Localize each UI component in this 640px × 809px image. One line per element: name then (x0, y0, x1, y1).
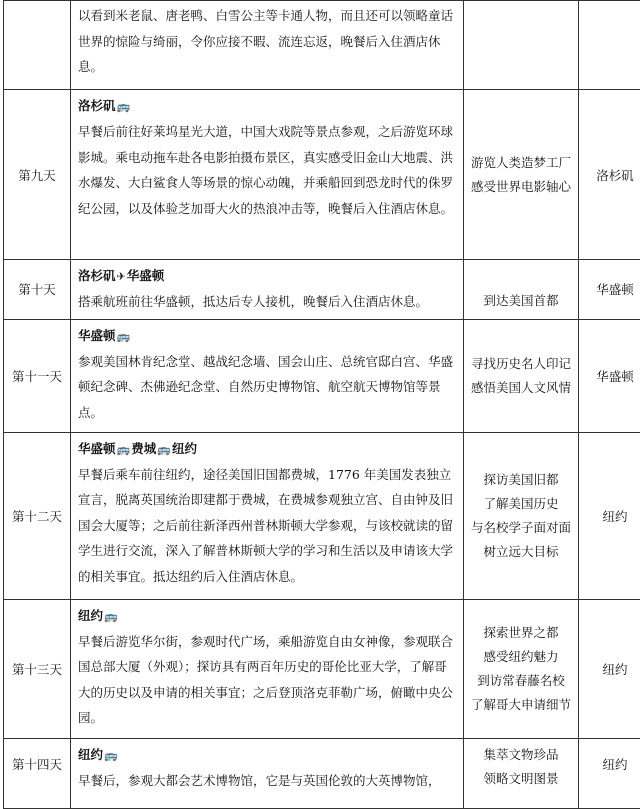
route-stop: 纽约 (78, 747, 103, 762)
route-stop: 纽约 (78, 608, 103, 623)
desc-text: 早餐后前往好莱坞星光大道，中国大戏院等景点参观，之后游览环球影城。乘电动拖车赴各电影拍摄布景区，真实感受旧金山大地震、洪水爆发、大白鲨食人等场景的惊心动魄，并乘船回到恐龙时代的侏罗纪公园，以及体验芝加哥大火的热浪冲击等，晚餐后入住酒店休息。 (78, 119, 458, 221)
table-row (4, 432, 640, 599)
route-stop: 纽约 (172, 441, 197, 456)
table-row (4, 738, 640, 808)
desc-cell (71, 319, 464, 432)
highlight-line: 了解哥大申请细节 (464, 693, 578, 717)
highlight-cell (464, 319, 579, 432)
bus-icon: 🚌 (157, 438, 171, 462)
day-cell: 第十三天 (4, 599, 71, 738)
route-line (78, 743, 458, 768)
desc-cell (71, 260, 464, 320)
highlight-line: 到访常春藤名校 (464, 669, 578, 693)
highlight-line: 树立远大目标 (464, 540, 578, 564)
stay-cell: 洛杉矶 (579, 90, 640, 260)
bus-icon: 🚌 (117, 95, 131, 119)
route-line (78, 324, 458, 349)
highlight-cell (464, 432, 579, 599)
highlight-line: 与名校学子面对面 (464, 516, 578, 540)
bus-icon: 🚌 (104, 744, 118, 768)
day-cell: 第十二天 (4, 432, 71, 599)
desc-cell (71, 90, 464, 260)
route-stop: 华盛顿 (127, 268, 165, 283)
stay-cell: 华盛顿 (579, 260, 640, 320)
desc-text: 早餐后，参观大都会艺术博物馆，它是与英国伦敦的大英博物馆， (78, 768, 458, 794)
table-row (4, 260, 640, 320)
day-cell: 第十一天 (4, 319, 71, 432)
stay-cell: 纽约 (579, 738, 640, 808)
bus-icon: 🚌 (117, 438, 131, 462)
route-line (78, 264, 458, 289)
highlight-line: 了解美国历史 (464, 492, 578, 516)
route-stop: 华盛顿 (78, 328, 116, 343)
desc-text: 早餐后乘车前往纽约，途径美国旧国都费城，1776 年美国发表独立宣言，脱离英国统治即建都于费城，在费城参观独立宫、自由钟及旧国会大厦等；之后前往新泽西州普林斯顿大学参观，与该校就读的留学生进行交流，深入了解普林斯顿大学的学习和生活以及申请该大学的相关事宜。抵达纽约后入住酒店休息。 (78, 462, 458, 590)
stay-cell: 纽约 (579, 432, 640, 599)
highlight-line: 游览人类造梦工厂 (464, 151, 578, 175)
bus-icon: 🚌 (104, 605, 118, 629)
desc-cell (71, 738, 464, 808)
desc-text: 以看到米老鼠、唐老鸭、白雪公主等卡通人物，而且还可以领略童话世界的惊险与绮丽，令你应接不暇、流连忘返，晚餐后入住酒店休息。 (78, 3, 458, 80)
day-cell: 第九天 (4, 90, 71, 260)
itinerary-body (4, 1, 640, 809)
highlight-cell (464, 260, 579, 320)
desc-text: 早餐后游览华尔街，参观时代广场，乘船游览自由女神像，参观联合国总部大厦（外观）；探访具有两百年历史的哥伦比亚大学，了解哥大的历史以及申请的相关事宜；之后登顶洛克菲勒广场，俯瞰中央公园。 (78, 629, 458, 731)
route-line (78, 94, 458, 119)
highlight-line: 探访美国旧都 (464, 468, 578, 492)
table-row (4, 1, 640, 90)
highlight-line: 到达美国首都 (464, 289, 578, 313)
day-cell: 第十天 (4, 260, 71, 320)
highlight-cell (464, 1, 579, 90)
stay-cell: 纽约 (579, 599, 640, 738)
route-stop: 华盛顿 (78, 441, 116, 456)
highlight-line: 领略文明图景 (464, 767, 578, 791)
stay-cell: 华盛顿 (579, 319, 640, 432)
desc-cell (71, 432, 464, 599)
highlight-cell (464, 90, 579, 260)
route-stop: 洛杉矶 (78, 268, 116, 283)
route-stop: 洛杉矶 (78, 98, 116, 113)
table-row (4, 90, 640, 260)
desc-text: 参观美国林肯纪念堂、越战纪念墙、国会山庄、总统官邸白宫、华盛顿纪念碑、杰佛逊纪念堂、自然历史博物馆、航空航天博物馆等景点。 (78, 349, 458, 426)
desc-cell (71, 599, 464, 738)
day-cell (4, 1, 71, 90)
highlight-cell (464, 738, 579, 808)
highlight-line: 感受纽约魅力 (464, 645, 578, 669)
plane-icon: ✈ (117, 265, 126, 289)
route-stop: 费城 (131, 441, 156, 456)
highlight-line: 寻找历史名人印记 (464, 352, 578, 376)
highlight-line: 感受世界电影轴心 (464, 175, 578, 199)
highlight-line: 探索世界之都 (464, 621, 578, 645)
table-row (4, 599, 640, 738)
day-cell: 第十四天 (4, 738, 71, 808)
stay-cell (579, 1, 640, 90)
highlight-line: 集萃文物珍品 (464, 743, 578, 767)
table-row (4, 319, 640, 432)
itinerary-table (3, 0, 640, 809)
route-line (78, 604, 458, 629)
highlight-cell (464, 599, 579, 738)
highlight-line: 感悟美国人文风情 (464, 376, 578, 400)
route-line (78, 437, 458, 462)
desc-cell (71, 1, 464, 90)
desc-text: 搭乘航班前往华盛顿，抵达后专人接机，晚餐后入住酒店休息。 (78, 289, 458, 315)
bus-icon: 🚌 (117, 325, 131, 349)
